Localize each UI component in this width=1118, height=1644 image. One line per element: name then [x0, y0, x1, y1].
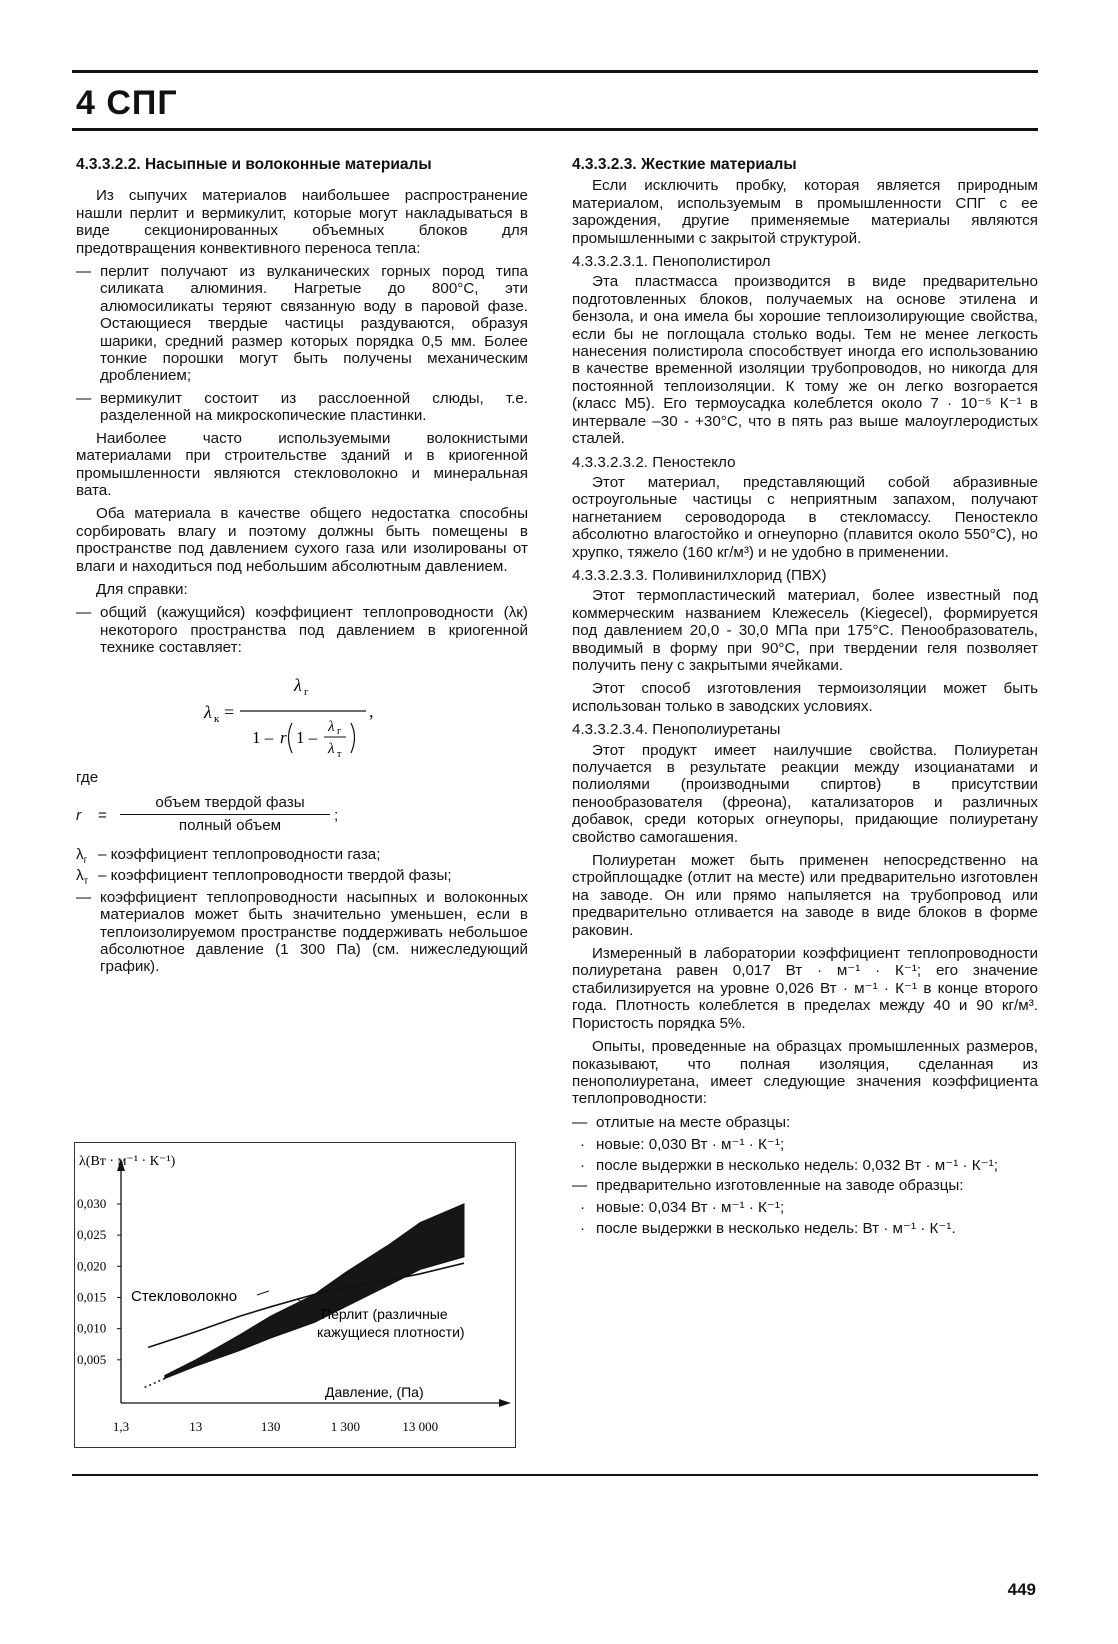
lambda-t-definition: $\lambda_т$ – коэффициент теплопроводности твердой фазы; — [76, 867, 452, 888]
section-heading-rigid: 4.3.3.2.3. Жесткие материалы — [572, 156, 797, 173]
top-rule — [72, 70, 1038, 73]
x-axis-arrow — [499, 1399, 511, 1407]
paragraph: Из сыпучих материалов наибольшее распространение нашли перлит и вермикулит, которые могут накладываться в виде секционированных объемных блоков для предотвращения конвективного переноса тепла: — [76, 187, 528, 257]
x-tick-label: 130 — [260, 1419, 281, 1434]
list-item: — коэффициент теплопроводности насыпных и волоконных материалов может быть значительно уменьшен, если в теплоизолируемом пространстве поддерживать небольшое абсолютное давление (1 300 Па) (см. нижеследующий график). — [76, 888, 528, 976]
where-label: где — [76, 768, 99, 786]
chapter-title: 4 СПГ — [76, 84, 178, 122]
x-tick-label: 1 300 — [330, 1419, 361, 1434]
y-tick-label: 0,025 — [77, 1227, 107, 1243]
right-column — [572, 156, 1038, 1240]
sub-list-item: · новые: 0,034 Вт · м⁻¹ · К⁻¹; — [580, 1199, 785, 1217]
list-item: — вермикулит состоит из расслоенной слюды, т.е. разделенной на микроскопические пластинки. — [76, 389, 528, 425]
list-item: — общий (кажущийся) коэффициент теплопроводности (λк) некоторого пространства под давлением в криогенной технике составляет: — [76, 604, 528, 657]
svg-text:г: г — [337, 725, 342, 737]
svg-text:=: = — [224, 701, 235, 722]
r-definition: r = объем твердой фазы полный объем ; — [76, 793, 339, 834]
subsection-pvc: 4.3.3.2.3.3. Поливинилхлорид (ПВХ) — [572, 566, 827, 584]
series-label-perlite: кажущиеся плотности) — [317, 1324, 465, 1340]
list-item: — отлитые на месте образцы: — [572, 1113, 791, 1131]
paragraph: Этот материал, представляющий собой абразивные остроугольные частицы с неприятным запахом, получают нагнетанием сероводорода в стекломассу. Пеностекло абсолютно влагостойко и огнеупорно (плавится около 550°С), но хрупко, тяжело (160 кг/м³) и не удобно в применении. — [572, 473, 1038, 561]
paragraph: Опыты, проведенные на образцах промышленных размеров, показывают, что полная изоляция, сделанная из пенополиуретана, имеет следующие значения коэффициента теплопроводности: — [572, 1038, 1038, 1108]
y-tick-label: 0,010 — [77, 1320, 107, 1336]
footer-rule — [72, 1474, 1038, 1476]
thermal-conductivity-formula — [76, 671, 528, 763]
sub-list-item: · после выдержки в несколько недель: 0,032 Вт · м⁻¹ · К⁻¹; — [580, 1156, 998, 1174]
pressure-conductivity-chart — [74, 1142, 516, 1448]
lambda-g-definition: $\lambda_г$ – коэффициент теплопроводности газа; — [76, 845, 381, 866]
paragraph: Этот способ изготовления термоизоляции может быть использован только в заводских условиях. — [572, 680, 1038, 715]
y-tick-label: 0,015 — [77, 1289, 107, 1305]
x-tick-label: 13 — [189, 1419, 203, 1434]
sub-list-item: · после выдержки в несколько недель: Вт · м⁻¹ · К⁻¹. — [580, 1219, 956, 1237]
paragraph: Оба материала в качестве общего недостатка способны сорбировать влагу и поэтому должны быть помещены в пространстве под давлением сухого газа или изолированы от влаги и находиться под небольшим абсолютным давлением. — [76, 505, 528, 575]
r-numerator: объем твердой фазы — [155, 793, 305, 811]
x-tick-label: 13 000 — [402, 1419, 439, 1434]
svg-text:1 –: 1 – — [252, 727, 274, 747]
svg-text:,: , — [369, 700, 374, 721]
x-tick-label: 1,3 — [112, 1419, 130, 1434]
subsection-polyurethane: 4.3.3.2.3.4. Пенополиуретаны — [572, 721, 781, 739]
svg-text:r: r — [280, 727, 287, 747]
y-tick-label: 0,005 — [77, 1351, 107, 1367]
paragraph: Полиуретан может быть применен непосредственно на стройплощадке (отлит на месте) или предварительно изготовлен на заводе. Он или прямо напыляется на трубопровод или предварительно отливается на заводе в виде блоков в форме раковин. — [572, 852, 1038, 939]
svg-text:λ: λ — [204, 701, 212, 722]
perlite-dotted-tail — [144, 1379, 165, 1388]
chart-svg — [75, 1143, 515, 1447]
paragraph: Этот продукт имеет наилучшие свойства. Полиуретан получается в результате реакции между изоцианатами и полиолями (производными спиртов) в присутствии пенообразователя (фреона), катализаторов и различных добавок, среди которых огнеупоры, придающие полиуретану свойство самогашения. — [572, 741, 1038, 846]
page-number: 449 — [1007, 1580, 1036, 1599]
y-tick-label: 0,020 — [77, 1258, 107, 1274]
series-label-fiberglass: Стекловолокно — [131, 1288, 238, 1305]
header-rule — [72, 128, 1038, 131]
y-axis-title: λ(Вт · м⁻¹ · К⁻¹) — [79, 1154, 176, 1169]
paragraph: Наиболее часто используемыми волокнистыми материалами при строительстве зданий и в криогенной промышленности являются стекловолокно и минеральная вата. — [76, 429, 528, 499]
paragraph: Измеренный в лаборатории коэффициент теплопроводности полиуретана равен 0,017 Вт · м⁻¹ · К⁻¹; его значение стабилизируется на уровне 0,026 Вт · м⁻¹ · К⁻¹ в конце второго года. Плотность колеблется в пределах между 40 и 90 кг/м³. Пористость порядка 5%. — [572, 945, 1038, 1032]
paragraph: Этот термопластический материал, более известный под коммерческим названием Клежесель (Kiegecel), формируется под давлением 20,0 - 30,0 МПа при 175°С. Пенообразователь, вводимый в форму при 90°С, при твердении геля позволяет получить пену с закрытыми ячейками. — [572, 587, 1038, 674]
svg-text:λ: λ — [294, 674, 302, 695]
fiberglass-leader — [257, 1291, 269, 1295]
svg-text:λ: λ — [328, 740, 335, 757]
series-label-perlite: Перлит (различные — [321, 1306, 448, 1322]
svg-text:λ: λ — [328, 718, 335, 735]
paragraph: Эта пластмасса производится в виде предварительно подготовленных блоков, получаемых на основе этилена и бензола, и она имела бы хорошие теплоизолирующие свойства, если бы не поглощала столько воды. Тем не менее легкость нанесения полистирола способствует иногда его использованию в качестве временной изоляции трубопроводов, но никогда для постоянной теплоизоляции. К тому же он легко возгорается (класс М5). Его термоусадка колеблется около 7 · 10⁻⁵ К⁻¹ в интервале –30 - +30°С, что в пять раз выше малоуглеродистых сталей. — [572, 273, 1038, 448]
left-column — [76, 156, 528, 981]
subsection-polystyrene: 4.3.3.2.3.1. Пенополистирол — [572, 253, 771, 271]
svg-text:т: т — [337, 748, 342, 760]
sub-list-item: · новые: 0,030 Вт · м⁻¹ · К⁻¹; — [580, 1136, 785, 1154]
paragraph: Для справки: — [96, 580, 188, 598]
formula-graphic — [76, 671, 528, 763]
list-item: — перлит получают из вулканических горных пород типа силиката алюминия. Нагретые до 800°С, эти алюмосиликаты теряют связанную воду в паровой фазе. Остающиеся твердые частицы раздуваются, образуя шарики, средний размер которых порядка 0,5 мм. Более тонкие порошки могут быть получены механическим дроблением; — [76, 263, 528, 385]
svg-text:к: к — [214, 712, 220, 725]
y-tick-label: 0,030 — [77, 1195, 107, 1211]
r-denominator: полный объем — [178, 816, 282, 834]
paragraph: Если исключить пробку, которая является природным материалом, используемым в промышленности СПГ с ее зарождения, другие применяемые материалы являются промышленными с закрытой структурой. — [572, 177, 1038, 247]
svg-text:г: г — [304, 685, 309, 698]
svg-text:1 –: 1 – — [296, 727, 318, 747]
list-item: — предварительно изготовленные на заводе образцы: — [572, 1176, 964, 1194]
section-heading-bulk-fibrous: 4.3.3.2.2. Насыпные и волоконные материалы — [76, 156, 432, 173]
subsection-foam-glass: 4.3.3.2.3.2. Пеностекло — [572, 453, 736, 471]
x-axis-title: Давление, (Па) — [325, 1384, 424, 1400]
